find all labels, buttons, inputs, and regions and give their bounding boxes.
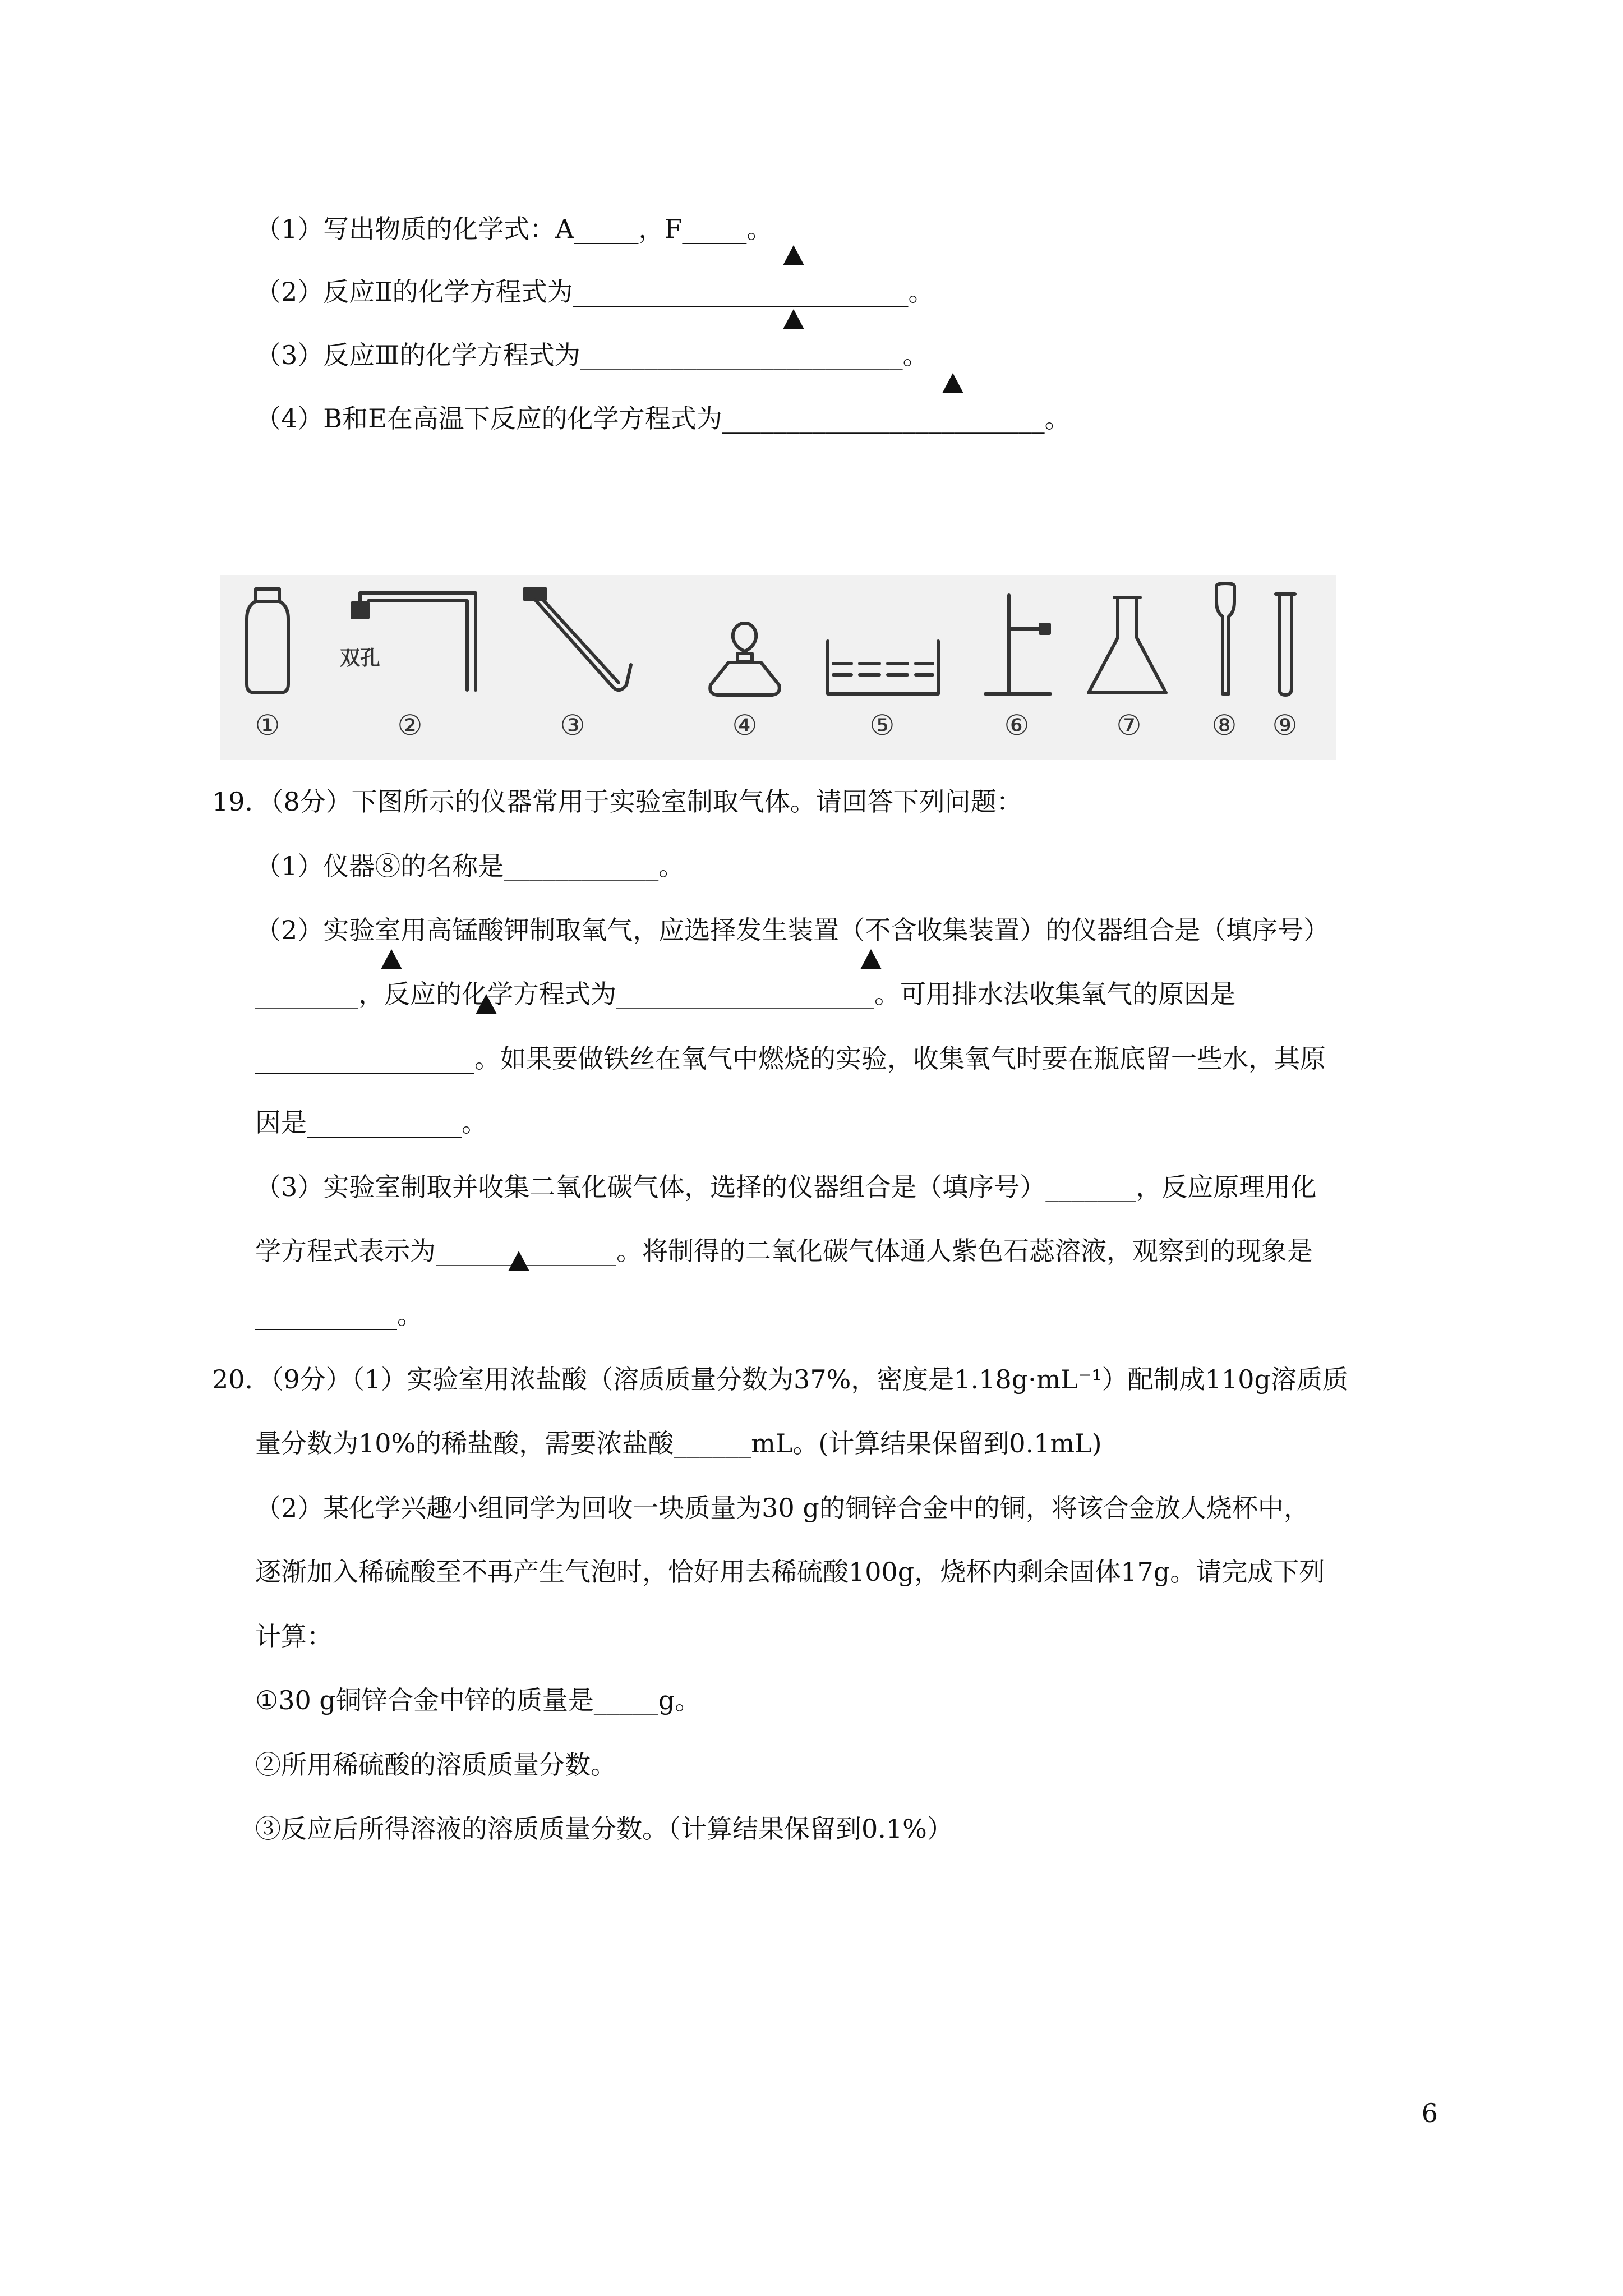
stopper-label: 双孔 [339, 647, 381, 670]
blank-marker-icon [381, 949, 402, 969]
figure-label-6: ⑥ [1004, 709, 1030, 742]
q20-line-8: ③反应后所得溶液的溶质质量分数。（计算结果保留到0.1%） [255, 1814, 953, 1844]
q19-line-4: ________，反应的化学方程式为____________________。可用排水法收集氧气的原因是 [255, 979, 1235, 1009]
q20-line-3: （2）某化学兴趣小组同学为回收一块质量为30 g的铜锌合金中的铜，将该合金放人烧杯中， [255, 1493, 1310, 1523]
figure-label-7: ⑦ [1116, 709, 1142, 742]
q19-line-3: （2）实验室用高锰酸钾制取氧气，应选择发生装置（不含收集装置）的仪器组合是（填序号） [255, 915, 1330, 945]
figure-label-8: ⑧ [1211, 709, 1237, 742]
blank-marker-icon [476, 994, 497, 1014]
q20-line-4: 逐渐加入稀硫酸至不再产生气泡时，恰好用去稀硫酸100g，烧杯内剩余固体17g。请完成下列 [255, 1557, 1325, 1587]
q19-line-2: （1）仪器⑧的名称是____________。 [255, 851, 685, 881]
q18-line-1: （1）写出物质的化学式：A_____，F_____。 [255, 214, 773, 244]
q20-line-7: ②所用稀硫酸的溶质质量分数。 [255, 1750, 616, 1780]
q19-line-5: _________________。如果要做铁丝在氧气中燃烧的实验，收集氧气时要在瓶底留一些水，其原 [255, 1043, 1326, 1074]
q19-line-8: 学方程式表示为______________。将制得的二氧化碳气体通人紫色石蕊溶液，观察到的现象是 [255, 1236, 1313, 1266]
q20-line-2: 量分数为10%的稀盐酸，需要浓盐酸______mL。(计算结果保留到0.1mL) [255, 1428, 1102, 1458]
blank-marker-icon [783, 245, 804, 265]
q20-line-6: ①30 g铜锌合金中锌的质量是_____g。 [255, 1685, 701, 1715]
blank-marker-icon [508, 1251, 529, 1271]
q20-line-5: 计算： [255, 1621, 333, 1651]
figure-label-4: ④ [732, 709, 758, 742]
q20-line-1: 20．（9分）（1）实验室用浓盐酸（溶质质量分数为37%，密度是1.18g·mL⁻¹）配制成110g溶质质 [212, 1364, 1348, 1395]
q18-line-3: （3）反应Ⅲ的化学方程式为_________________________。 [255, 340, 929, 370]
figure-label-9: ⑨ [1272, 709, 1298, 742]
page-number: 6 [1421, 2098, 1438, 2128]
q19-line-6: 因是____________。 [255, 1107, 487, 1138]
q19-line-7: （3）实验室制取并收集二氧化碳气体，选择的仪器组合是（填序号）_______，反应原理用化 [255, 1172, 1317, 1202]
blank-marker-icon [860, 949, 882, 969]
blank-marker-icon [783, 309, 804, 329]
figure-label-3: ③ [560, 709, 585, 742]
figure-label-2: ② [397, 709, 423, 742]
figure-label-1: ① [255, 709, 280, 742]
figure-label-5: ⑤ [869, 709, 895, 742]
q18-line-4: （4）B和E在高温下反应的化学方程式为_________________________。 [255, 403, 1071, 434]
apparatus-figure [220, 575, 1336, 760]
q18-line-2: （2）反应Ⅱ的化学方程式为__________________________。 [255, 277, 934, 307]
blank-marker-icon [942, 373, 963, 393]
q19-line-9: ___________。 [255, 1300, 423, 1330]
q19-line-1: 19．（8分）下图所示的仪器常用于实验室制取气体。请回答下列问题： [212, 786, 1022, 817]
